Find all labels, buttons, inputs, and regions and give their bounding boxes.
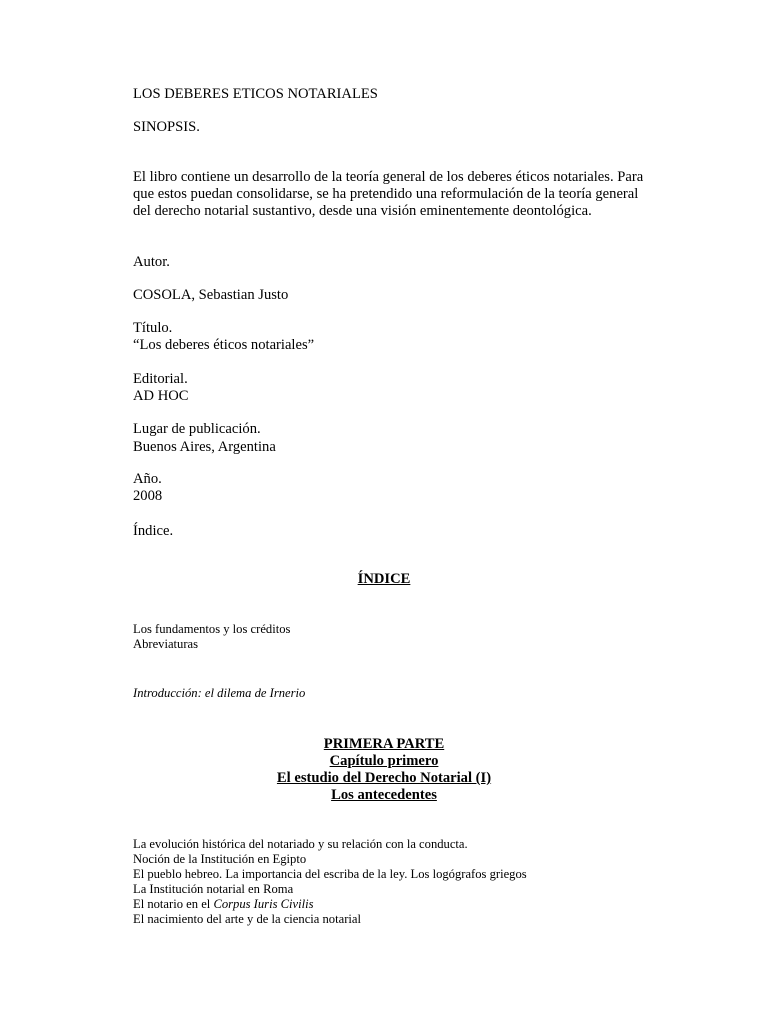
autor-label: Autor.	[133, 254, 170, 270]
part-title: PRIMERA PARTE	[323, 736, 445, 752]
corpus-title: Corpus Iuris Civilis	[213, 897, 314, 911]
indice-label: Índice.	[133, 523, 174, 539]
synopsis-line-2: que estos puedan consolidarse, se ha pretendido una reformulación de la teoría general	[133, 186, 639, 202]
introduction-entry: Introducción: el dilema de Irnerio	[133, 686, 306, 700]
lugar-label: Lugar de publicación.	[133, 421, 261, 437]
autor-value: COSOLA, Sebastian Justo	[133, 287, 289, 303]
synopsis-line-1: El libro contiene un desarrollo de la teoría general de los deberes éticos notariales. Para	[133, 169, 644, 185]
index-item: La evolución histórica del notariado y su relación con la conducta.	[133, 837, 468, 851]
chapter-number: Capítulo primero	[329, 753, 439, 769]
document-title: LOS DEBERES ETICOS NOTARIALES	[133, 86, 378, 102]
anio-value: 2008	[133, 488, 163, 504]
chapter-title: El estudio del Derecho Notarial (I)	[276, 770, 492, 786]
editorial-label: Editorial.	[133, 371, 188, 387]
front-item-abreviaturas: Abreviaturas	[133, 637, 199, 651]
titulo-value: “Los deberes éticos notariales”	[133, 337, 315, 353]
index-item: Noción de la Institución en Egipto	[133, 852, 307, 866]
index-item: El pueblo hebreo. La importancia del escriba de la ley. Los logógrafos griegos	[133, 867, 527, 881]
sinopsis-label: SINOPSIS.	[133, 119, 200, 135]
index-heading: ÍNDICE	[357, 571, 411, 587]
chapter-subtitle: Los antecedentes	[331, 787, 437, 803]
index-item: El nacimiento del arte y de la ciencia notarial	[133, 912, 361, 926]
titulo-label: Título.	[133, 320, 173, 336]
front-item-fundamentos: Los fundamentos y los créditos	[133, 622, 291, 636]
index-item-corpus	[133, 897, 314, 912]
anio-label: Año.	[133, 471, 162, 487]
editorial-value: AD HOC	[133, 388, 189, 404]
lugar-value: Buenos Aires, Argentina	[133, 439, 276, 455]
index-item: La Institución notarial en Roma	[133, 882, 294, 896]
corpus-prefix: El notario en el	[133, 897, 214, 911]
synopsis-line-3: del derecho notarial sustantivo, desde una visión eminentemente deontológica.	[133, 203, 592, 219]
